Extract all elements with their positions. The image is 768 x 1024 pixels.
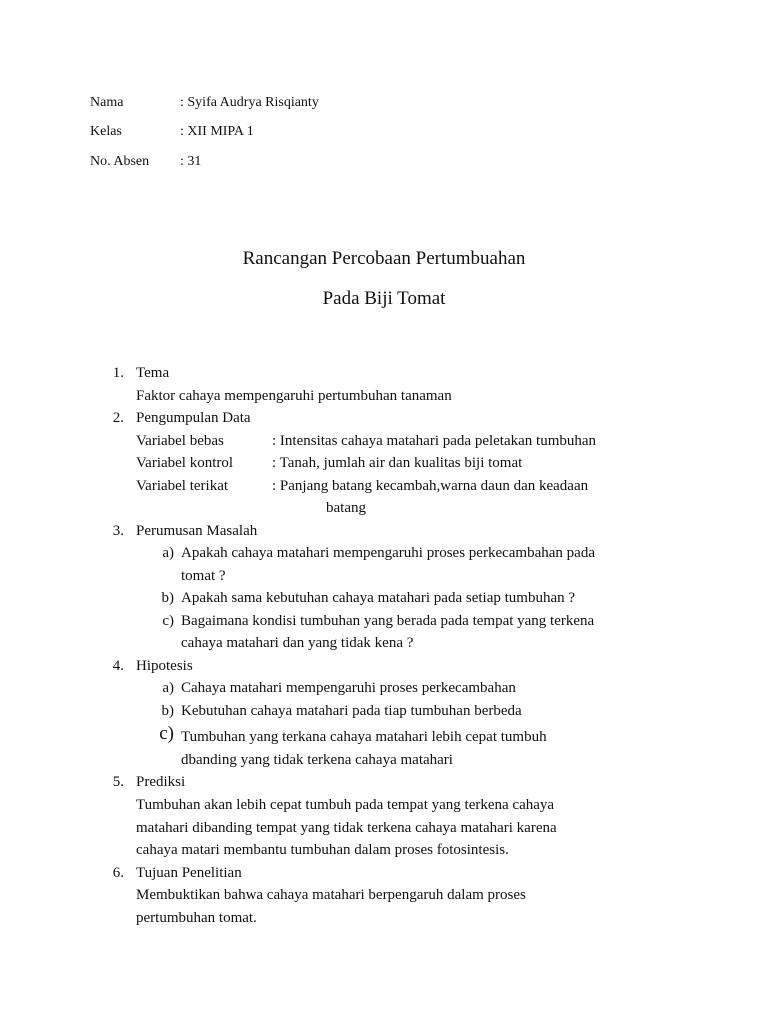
absen-value: : 31 (180, 154, 202, 169)
variable-label: Variabel terikat (136, 477, 229, 494)
variable-row (136, 430, 596, 453)
item-text-continuation: dbanding yang tidak terkena cahaya matahari (181, 751, 453, 768)
variable-label: Variabel kontrol (136, 455, 234, 471)
class-label: Kelas (90, 124, 122, 139)
item-marker: a) (162, 680, 174, 696)
header-class-row (90, 123, 254, 141)
variable-value: : Tanah, jumlah air dan kualitas biji tomat (272, 455, 523, 471)
item-text-continuation: cahaya matahari dan yang tidak kena ? (181, 635, 414, 651)
item-marker: b) (161, 590, 174, 606)
section-heading: Prediksi (136, 774, 186, 790)
section-5-text: matahari dibanding tempat yang tidak terkena cahaya matahari karena (136, 819, 557, 836)
item-text: Cahaya matahari mempengaruhi proses perkecambahan (181, 680, 516, 696)
item-marker: b) (161, 702, 174, 719)
item-marker: a) (162, 545, 174, 561)
variable-continuation: batang (326, 500, 366, 516)
item-marker: c) (162, 612, 174, 629)
section-number: 1. (112, 365, 124, 381)
header-absen-row (90, 153, 201, 171)
class-value: : XII MIPA 1 (180, 124, 254, 139)
item-text: Apakah sama kebutuhan cahaya matahari pada setiap tumbuhan ? (181, 590, 576, 606)
item-text: Bagaimana kondisi tumbuhan yang berada pada tempat yang terkena (181, 612, 595, 629)
section-6-text: pertumbuhan tomat. (136, 909, 257, 926)
variable-label: Variabel bebas (136, 432, 224, 449)
section-heading: Perumusan Masalah (136, 522, 258, 539)
section-6-text: Membuktikan bahwa cahaya matahari berpengaruh dalam proses (136, 887, 526, 903)
section-5-text: Tumbuhan akan lebih cepat tumbuh pada tempat yang terkena cahaya (136, 797, 555, 813)
header-name-row (90, 94, 319, 112)
section-number: 3. (112, 522, 124, 539)
item-text: Kebutuhan cahaya matahari pada tiap tumbuhan berbeda (181, 702, 522, 719)
section-5-text: cahaya matari membantu tumbuhan dalam proses fotosintesis. (136, 842, 509, 858)
section-number: 5. (112, 774, 124, 790)
item-text: Tumbuhan yang terkana cahaya matahari lebih cepat tumbuh (181, 729, 547, 745)
item-marker: c) (159, 723, 174, 744)
item-text-continuation: tomat ? (181, 567, 226, 584)
item-text: Apakah cahaya matahari mempengaruhi proses perkecambahan pada (181, 545, 595, 561)
name-label: Nama (90, 95, 124, 110)
section-1-text: Faktor cahaya mempengaruhi pertumbuhan tanaman (136, 387, 452, 404)
variable-value: : Intensitas cahaya matahari pada peletakan tumbuhan (272, 432, 597, 449)
absen-label: No. Absen (90, 154, 150, 169)
section-heading: Hipotesis (136, 657, 193, 674)
section-heading: Tujuan Penelitian (136, 864, 242, 881)
variable-value: : Panjang batang kecambah,warna daun dan keadaan (272, 477, 589, 494)
variable-row (136, 452, 522, 475)
section-number: 2. (112, 410, 124, 426)
section-heading: Pengumpulan Data (136, 410, 251, 426)
document-title-line1: Rancangan Percobaan Pertumbuahan (242, 248, 526, 269)
section-heading: Tema (136, 365, 170, 381)
document-title-line2: Pada Biji Tomat (322, 288, 446, 309)
section-number: 4. (112, 657, 124, 674)
section-number: 6. (112, 864, 124, 881)
name-value: : Syifa Audrya Risqianty (180, 95, 319, 110)
variable-row (136, 475, 588, 498)
